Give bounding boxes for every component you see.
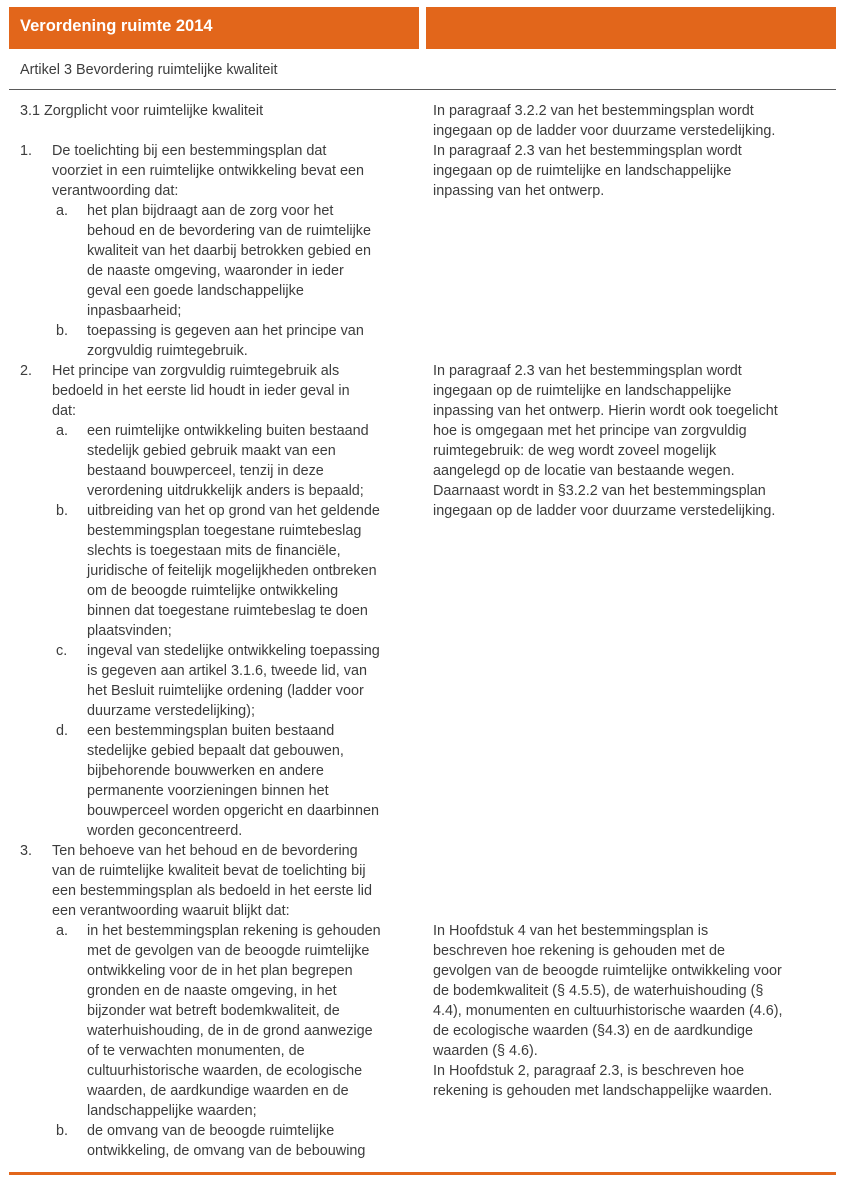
subitem-line bbox=[20, 1061, 420, 1081]
item-text: van de ruimtelijke kwaliteit bevat de toelichting bij bbox=[52, 863, 366, 879]
item-text: De toelichting bij een bestemmingsplan dat bbox=[52, 143, 327, 159]
subitem-text: stedelijke gebied bepaalt dat gebouwen, bbox=[87, 743, 344, 759]
response-line: de ecologische waarden (§4.3) en de aardkundige bbox=[433, 1023, 754, 1039]
subitem-text: juridische of feitelijk mogelijkheden ontbreken bbox=[87, 563, 377, 579]
footer-divider bbox=[9, 1172, 836, 1175]
header-bar-right bbox=[426, 7, 836, 49]
subitem-line bbox=[20, 541, 420, 561]
subitem-line bbox=[20, 961, 420, 981]
subitem-text: het Besluit ruimtelijke ordening (ladder voor bbox=[87, 683, 364, 699]
subitem-letter: c. bbox=[56, 643, 68, 659]
subitem-text: toepassing is gegeven aan het principe van bbox=[87, 323, 364, 339]
subitem-line bbox=[20, 981, 420, 1001]
subitem-line bbox=[20, 241, 420, 261]
subitem-text: binnen dat toegestane ruimtebeslag te doen bbox=[87, 603, 368, 619]
subitem-text: gronden en de naaste omgeving, in het bbox=[87, 983, 337, 999]
subitem-line bbox=[20, 1041, 420, 1061]
subitem-text: geval een goede landschappelijke bbox=[87, 283, 304, 299]
subitem-line bbox=[20, 741, 420, 761]
item-text: Het principe van zorgvuldig ruimtegebruik als bbox=[52, 363, 340, 379]
response-line: rekening is gehouden met landschappelijke waarden. bbox=[433, 1083, 773, 1099]
item-text: een verantwoording waaruit blijkt dat: bbox=[52, 903, 290, 919]
subitem-line bbox=[20, 301, 420, 321]
section-title: 3.1 Zorgplicht voor ruimtelijke kwaliteit bbox=[20, 103, 264, 119]
item-text: voorziet in een ruimtelijke ontwikkeling bevat een bbox=[52, 163, 364, 179]
subitem-line bbox=[20, 341, 420, 361]
item-number: 1. bbox=[20, 143, 33, 159]
subitem-line bbox=[20, 641, 420, 661]
subitem-line bbox=[20, 721, 420, 741]
item-line bbox=[20, 361, 420, 381]
subitem-text: duurzame verstedelijking); bbox=[87, 703, 255, 719]
list-item bbox=[20, 841, 420, 1161]
subitem-line bbox=[20, 621, 420, 641]
subitem-line bbox=[20, 1081, 420, 1101]
response-line: inpassing van het ontwerp. Hierin wordt ook toegelicht bbox=[433, 403, 778, 419]
subitem-line bbox=[20, 941, 420, 961]
subitem-line bbox=[20, 801, 420, 821]
regulation-items bbox=[20, 141, 420, 1161]
subitem-text: bestemmingsplan toegestane ruimtebeslag bbox=[87, 523, 362, 539]
subitem-text: uitbreiding van het op grond van het geldende bbox=[87, 503, 380, 519]
response-line: ingegaan op de ruimtelijke en landschappelijke bbox=[433, 383, 732, 399]
item-line bbox=[20, 401, 420, 421]
subitem-line bbox=[20, 481, 420, 501]
subitem-letter: b. bbox=[56, 323, 69, 339]
item-number: 3. bbox=[20, 843, 33, 859]
subitem-letter: b. bbox=[56, 503, 69, 519]
subitem-text: zorgvuldig ruimtegebruik. bbox=[87, 343, 248, 359]
subitem-text: bestaand bouwperceel, tenzij in deze bbox=[87, 463, 324, 479]
subitem-line bbox=[20, 781, 420, 801]
subitem-text: bijbehorende bouwwerken en andere bbox=[87, 763, 324, 779]
response-line: In Hoofdstuk 4 van het bestemmingsplan is bbox=[433, 923, 709, 939]
regulation-column bbox=[20, 101, 420, 1161]
response-line: ingegaan op de ladder voor duurzame verstedelijking. bbox=[433, 123, 776, 139]
subitem-text: het plan bijdraagt aan de zorg voor het bbox=[87, 203, 334, 219]
list-item bbox=[20, 141, 420, 361]
subitem-text: ingeval van stedelijke ontwikkeling toepassing bbox=[87, 643, 380, 659]
subitem-text: permanente voorzieningen binnen het bbox=[87, 783, 329, 799]
subitem-text: een bestemmingsplan buiten bestaand bbox=[87, 723, 335, 739]
subitem-line bbox=[20, 661, 420, 681]
response-line: ruimtegebruik: de weg wordt zoveel mogelijk bbox=[433, 443, 717, 459]
spacer bbox=[20, 121, 420, 141]
item-number: 2. bbox=[20, 363, 33, 379]
item-line bbox=[20, 161, 420, 181]
response-line: ingegaan op de ruimtelijke en landschappelijke bbox=[433, 163, 732, 179]
item-text: dat: bbox=[52, 403, 77, 419]
subitem-text: de naaste omgeving, waaronder in ieder bbox=[87, 263, 344, 279]
subitem-line bbox=[20, 1141, 420, 1161]
subitem-line bbox=[20, 761, 420, 781]
document-title: Verordening ruimte 2014 bbox=[20, 17, 213, 35]
subitem-text: behoud en de bevordering van de ruimtelijke bbox=[87, 223, 372, 239]
subitem-text: ontwikkeling, de omvang van de bebouwing bbox=[87, 1143, 366, 1159]
subitem-line bbox=[20, 461, 420, 481]
subitem-text: met de gevolgen van de beoogde ruimtelijke bbox=[87, 943, 370, 959]
article-heading: Artikel 3 Bevordering ruimtelijke kwaliteit bbox=[20, 62, 278, 78]
subitem-line bbox=[20, 281, 420, 301]
subitem-line bbox=[20, 201, 420, 221]
subitem-line bbox=[20, 561, 420, 581]
subitem-letter: a. bbox=[56, 423, 69, 439]
response-line: aangelegd op de locatie van bestaande wegen. bbox=[433, 463, 735, 479]
subitem-text: de omvang van de beoogde ruimtelijke bbox=[87, 1123, 335, 1139]
subitem-line bbox=[20, 921, 420, 941]
subitem-line bbox=[20, 1021, 420, 1041]
header-divider bbox=[9, 89, 836, 90]
subitem-text: waarden, de aardkundige waarden en de bbox=[87, 1083, 349, 1099]
subitem-text: in het bestemmingsplan rekening is gehouden bbox=[87, 923, 381, 939]
response-line: In paragraaf 2.3 van het bestemmingsplan wordt bbox=[433, 363, 742, 379]
subitem-line bbox=[20, 321, 420, 341]
subitem-text: kwaliteit van het daarbij betrokken gebied en bbox=[87, 243, 371, 259]
item-text: een bestemmingsplan als bedoeld in het eerste lid bbox=[52, 883, 372, 899]
subitem-text: slechts is toegestaan mits de financiële, bbox=[87, 543, 341, 559]
subitem-line bbox=[20, 1001, 420, 1021]
item-line bbox=[20, 141, 420, 161]
response-line: 4.4), monumenten en cultuurhistorische waarden (4.6), bbox=[433, 1003, 783, 1019]
subitem-line bbox=[20, 1101, 420, 1121]
subitem-text: stedelijk gebied gebruik maakt van een bbox=[87, 443, 336, 459]
subitem-letter: a. bbox=[56, 203, 69, 219]
response-line: In Hoofdstuk 2, paragraaf 2.3, is beschreven hoe bbox=[433, 1063, 745, 1079]
subitem-line bbox=[20, 441, 420, 461]
subitem-letter: d. bbox=[56, 723, 69, 739]
subitem-letter: b. bbox=[56, 1123, 69, 1139]
subitem-line bbox=[20, 701, 420, 721]
response-line: ingegaan op de ladder voor duurzame verstedelijking. bbox=[433, 503, 776, 519]
subitem-text: verordening uitdrukkelijk anders is bepaald; bbox=[87, 483, 364, 499]
subitem-text: om de beoogde ruimtelijke ontwikkeling bbox=[87, 583, 339, 599]
item-text: bedoeld in het eerste lid houdt in ieder geval in bbox=[52, 383, 350, 399]
item-line bbox=[20, 881, 420, 901]
subitem-line bbox=[20, 601, 420, 621]
subitem-line bbox=[20, 681, 420, 701]
response-block-2 bbox=[433, 361, 838, 521]
list-item bbox=[20, 361, 420, 841]
item-text: Ten behoeve van het behoud en de bevordering bbox=[52, 843, 358, 859]
subitem-line bbox=[20, 521, 420, 541]
item-line bbox=[20, 181, 420, 201]
subitem-line bbox=[20, 1121, 420, 1141]
header-bar-left bbox=[9, 7, 419, 49]
item-line bbox=[20, 901, 420, 921]
subitem-text: ontwikkeling voor de in het plan begrepen bbox=[87, 963, 353, 979]
response-line: hoe is omgegaan met het principe van zorgvuldig bbox=[433, 423, 747, 439]
response-block-3 bbox=[433, 921, 838, 1101]
subitem-text: inpasbaarheid; bbox=[87, 303, 182, 319]
response-line: de bodemkwaliteit (§ 4.5.5), de waterhuishouding (§ bbox=[433, 983, 764, 999]
item-line bbox=[20, 841, 420, 861]
subitem-text: plaatsvinden; bbox=[87, 623, 172, 639]
subitem-text: worden geconcentreerd. bbox=[87, 823, 243, 839]
subitem-line bbox=[20, 261, 420, 281]
subitem-line bbox=[20, 421, 420, 441]
item-line bbox=[20, 381, 420, 401]
subitem-text: cultuurhistorische waarden, de ecologische bbox=[87, 1063, 363, 1079]
subitem-line bbox=[20, 821, 420, 841]
item-text: verantwoording dat: bbox=[52, 183, 179, 199]
subitem-text: bijzonder wat betreft bodemkwaliteit, de bbox=[87, 1003, 340, 1019]
subitem-line bbox=[20, 581, 420, 601]
subitem-text: of te verwachten monumenten, de bbox=[87, 1043, 305, 1059]
subitem-line bbox=[20, 501, 420, 521]
response-line: inpassing van het ontwerp. bbox=[433, 183, 605, 199]
subitem-text: is gegeven aan artikel 3.1.6, tweede lid, van bbox=[87, 663, 367, 679]
subitem-text: een ruimtelijke ontwikkeling buiten bestaand bbox=[87, 423, 369, 439]
subitem-text: waterhuishouding, de in de grond aanwezige bbox=[87, 1023, 373, 1039]
subitem-line bbox=[20, 221, 420, 241]
item-line bbox=[20, 861, 420, 881]
response-line: In paragraaf 3.2.2 van het bestemmingsplan wordt bbox=[433, 103, 754, 119]
response-line: beschreven hoe rekening is gehouden met de bbox=[433, 943, 726, 959]
response-block-1 bbox=[433, 101, 838, 201]
response-line: Daarnaast wordt in §3.2.2 van het bestemmingsplan bbox=[433, 483, 766, 499]
response-line: waarden (§ 4.6). bbox=[433, 1043, 538, 1059]
subitem-text: landschappelijke waarden; bbox=[87, 1103, 257, 1119]
response-line: gevolgen van de beoogde ruimtelijke ontwikkeling voor bbox=[433, 963, 782, 979]
subitem-text: bouwperceel worden opgericht en daarbinnen bbox=[87, 803, 380, 819]
response-line: In paragraaf 2.3 van het bestemmingsplan wordt bbox=[433, 143, 742, 159]
subitem-letter: a. bbox=[56, 923, 69, 939]
